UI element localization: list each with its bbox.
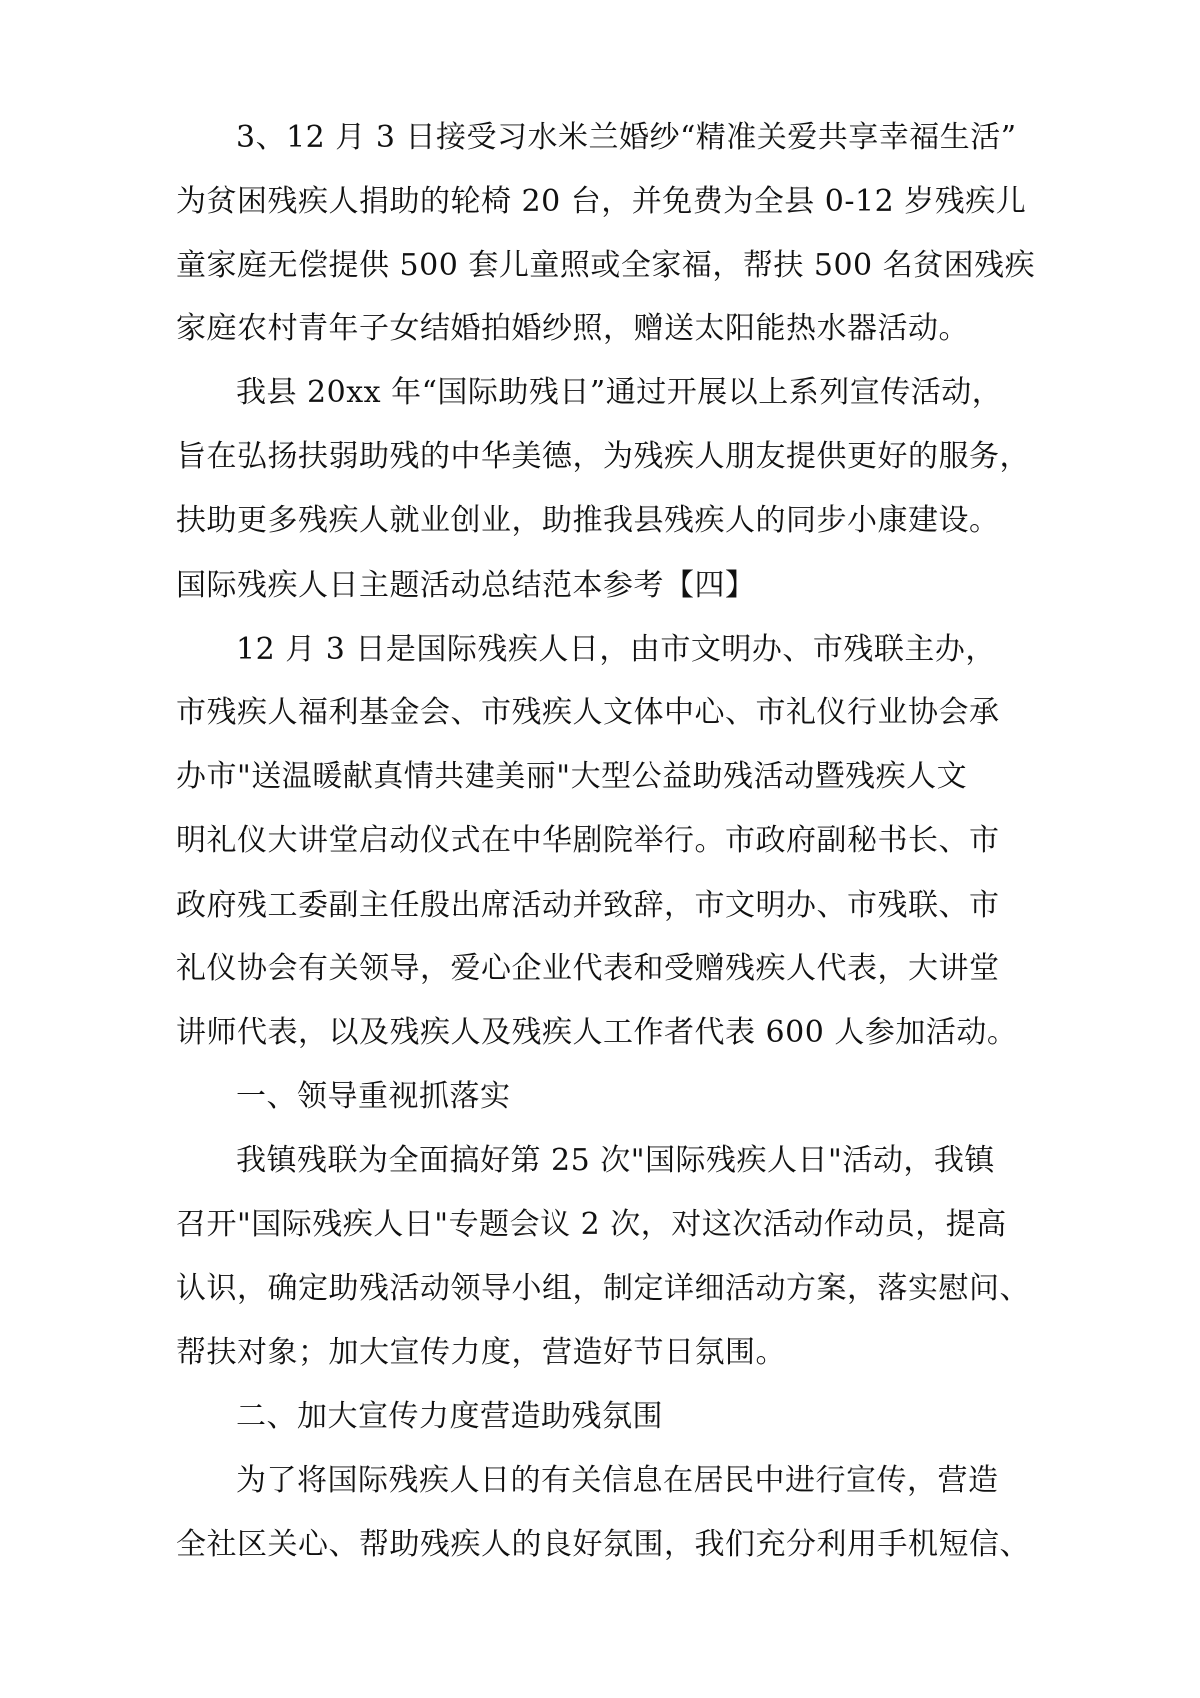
paragraph-3-line-2: 市残疾人福利基金会、市残疾人文体中心、市礼仪行业协会承 [176,695,1000,730]
paragraph-3-line-5: 政府残工委副主任殷出席活动并致辞，市文明办、市残联、市 [176,888,1000,923]
section-title: 国际残疾人日主题活动总结范本参考【四】 [176,568,756,603]
paragraph-2-line-3: 扶助更多残疾人就业创业，助推我县残疾人的同步小康建设。 [176,503,1000,538]
paragraph-1-line-3: 童家庭无偿提供 500 套儿童照或全家福，帮扶 500 名贫困残疾 [176,248,1036,283]
paragraph-5-line-2: 全社区关心、帮助残疾人的良好氛围，我们充分利用手机短信、 [176,1527,1030,1562]
paragraph-4-line-4: 帮扶对象；加大宣传力度，营造好节日氛围。 [176,1335,786,1370]
paragraph-3-line-1: 12 月 3 日是国际残疾人日，由市文明办、市残联主办， [236,632,996,667]
paragraph-3-line-6: 礼仪协会有关领导，爱心企业代表和受赠残疾人代表，大讲堂 [176,951,1000,986]
heading-2: 二、加大宣传力度营造助残氛围 [236,1399,663,1434]
paragraph-4-line-3: 认识，确定助残活动领导小组，制定详细活动方案，落实慰问、 [176,1271,1030,1306]
paragraph-4-line-1: 我镇残联为全面搞好第 25 次"国际残疾人日"活动，我镇 [236,1143,995,1178]
paragraph-2-line-2: 旨在弘扬扶弱助残的中华美德，为残疾人朋友提供更好的服务， [176,439,1030,474]
paragraph-3-line-4: 明礼仪大讲堂启动仪式在中华剧院举行。市政府副秘书长、市 [176,823,1000,858]
paragraph-5-line-1: 为了将国际残疾人日的有关信息在居民中进行宣传，营造 [236,1463,999,1498]
paragraph-3-line-7: 讲师代表，以及残疾人及残疾人工作者代表 600 人参加活动。 [176,1015,1018,1050]
paragraph-1-line-4: 家庭农村青年子女结婚拍婚纱照，赠送太阳能热水器活动。 [176,311,969,346]
paragraph-2-line-1: 我县 20xx 年“国际助残日”通过开展以上系列宣传活动， [236,375,1003,410]
paragraph-4-line-2: 召开"国际残疾人日"专题会议 2 次，对这次活动作动员，提高 [176,1207,1007,1242]
heading-1: 一、领导重视抓落实 [236,1079,511,1114]
paragraph-3-line-3: 办市"送温暖献真情共建美丽"大型公益助残活动暨残疾人文 [176,759,968,794]
paragraph-1-line-1: 3、12 月 3 日接受习水米兰婚纱“精准关爱共享幸福生活” [236,120,1017,155]
paragraph-1-line-2: 为贫困残疾人捐助的轮椅 20 台，并免费为全县 0-12 岁残疾儿 [176,184,1027,219]
